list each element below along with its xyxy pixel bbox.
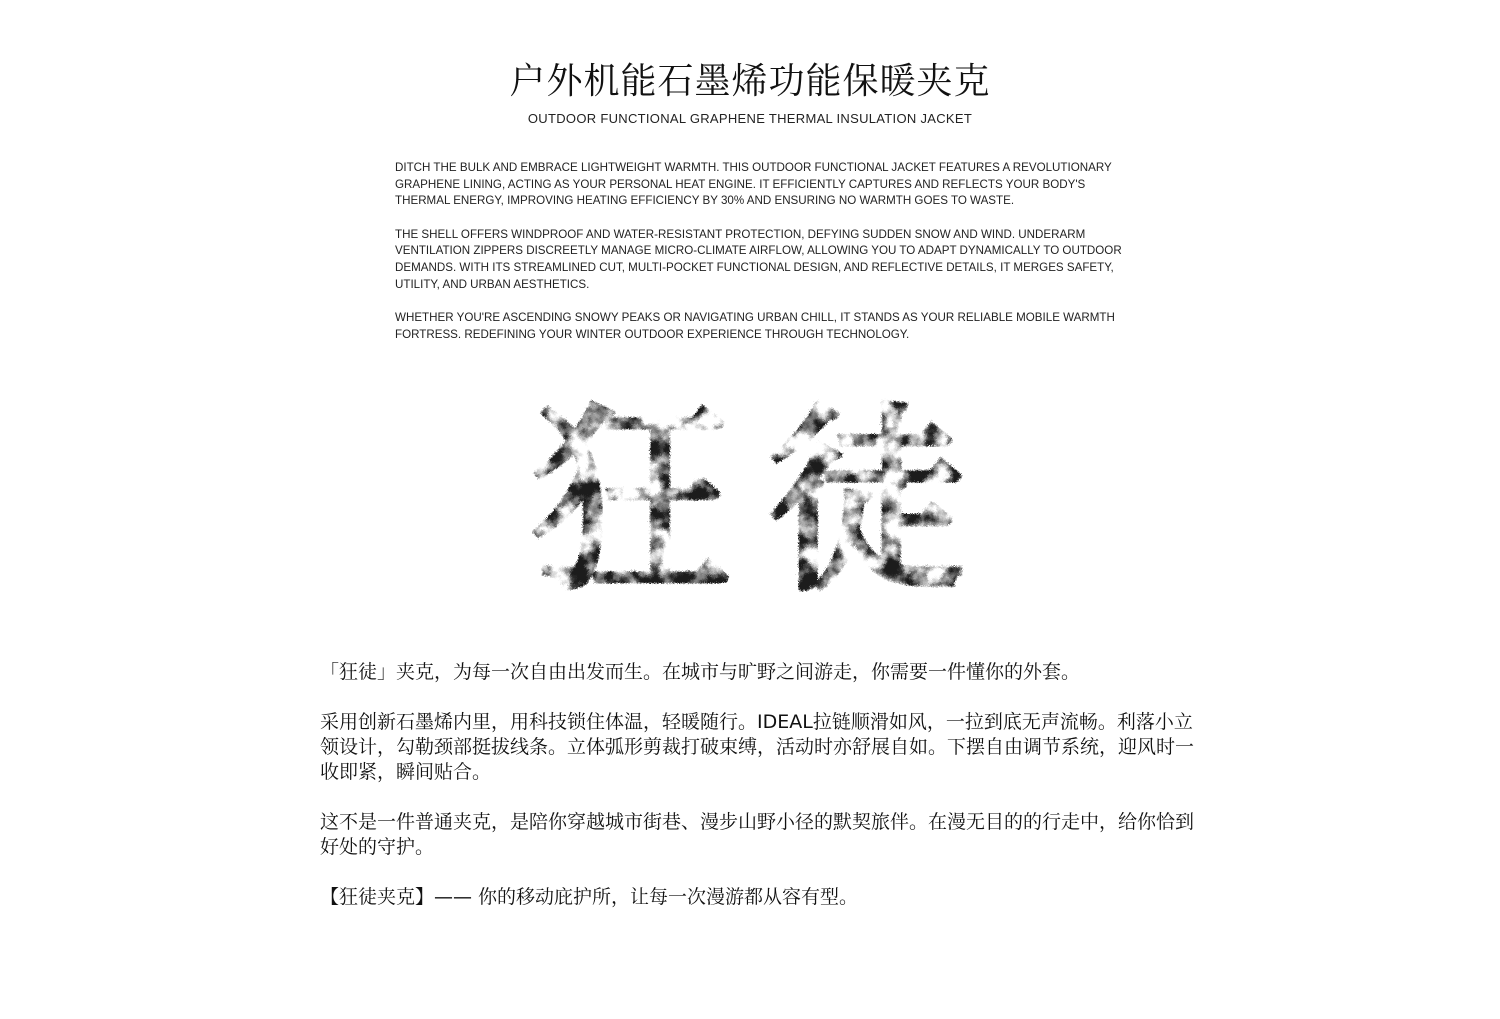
page-title: 户外机能石墨烯功能保暖夹克 <box>509 61 991 102</box>
english-paragraph-1: DITCH THE BULK AND EMBRACE LIGHTWEIGHT WARMTH. THIS OUTDOOR FUNCTIONAL JACKET FEATURES A REVOLUTIONARY GRAPHENE LINING, ACTING AS YOUR PERSONAL HEAT ENGINE. IT EFFICIENTLY CAPTURES AND REFLECTS YOUR BODY'S THERMAL ENERGY, IMPROVING HEATING EFFICIENCY BY 30% AND ENSURING NO WARMTH GOES TO WASTE. <box>395 161 1112 208</box>
page-subtitle: OUTDOOR FUNCTIONAL GRAPHENE THERMAL INSULATION JACKET <box>527 111 973 126</box>
english-paragraph-3: WHETHER YOU'RE ASCENDING SNOWY PEAKS OR NAVIGATING URBAN CHILL, IT STANDS AS YOUR RELIABLE MOBILE WARMTH FORTRESS. REDEFINING YOUR WINTER OUTDOOR EXPERIENCE THROUGH TECHNOLOGY. <box>395 310 1115 341</box>
hero-char-1: 狂 <box>529 390 731 600</box>
chinese-paragraph-2: 采用创新石墨烯内里，用科技锁住体温，轻暖随行。IDEAL拉链顺滑如风，一拉到底无声流畅。利落小立领设计，勾勒颈部挺拔线条。立体弧形剪裁打破束缚，活动时亦舒展自如。下摆自由调节系统，迎风时一收即紧，瞬间贴合。 <box>320 711 1195 783</box>
chinese-description <box>320 660 1200 935</box>
chinese-paragraph-4: 【狂徒夹克】—— 你的移动庇护所，让每一次漫游都从容有型。 <box>320 886 859 908</box>
hero-char-2: 徒 <box>764 390 966 600</box>
chinese-paragraph-1: 「狂徒」夹克，为每一次自由出发而生。在城市与旷野之间游走，你需要一件懂你的外套。 <box>320 661 1081 683</box>
chinese-paragraph-3: 这不是一件普通夹克，是陪你穿越城市街巷、漫步山野小径的默契旅伴。在漫无目的的行走中，给你恰到好处的守护。 <box>320 811 1195 858</box>
english-paragraph-2: THE SHELL OFFERS WINDPROOF AND WATER-RESISTANT PROTECTION, DEFYING SUDDEN SNOW AND WIND. UNDERARM VENTILATION ZIPPERS DISCREETLY MANAGE MICRO-CLIMATE AIRFLOW, ALLOWING YOU TO ADAPT DYNAMICALLY TO OUTDOOR DEMANDS. WITH ITS STREAMLINED CUT, MULTI-POCKET FUNCTIONAL DESIGN, AND REFLECTIVE DETAILS, IT MERGES SAFETY, UTILITY, AND URBAN AESTHETICS. <box>395 227 1122 291</box>
hero-calligraphy <box>525 390 985 600</box>
english-description <box>395 160 1135 360</box>
